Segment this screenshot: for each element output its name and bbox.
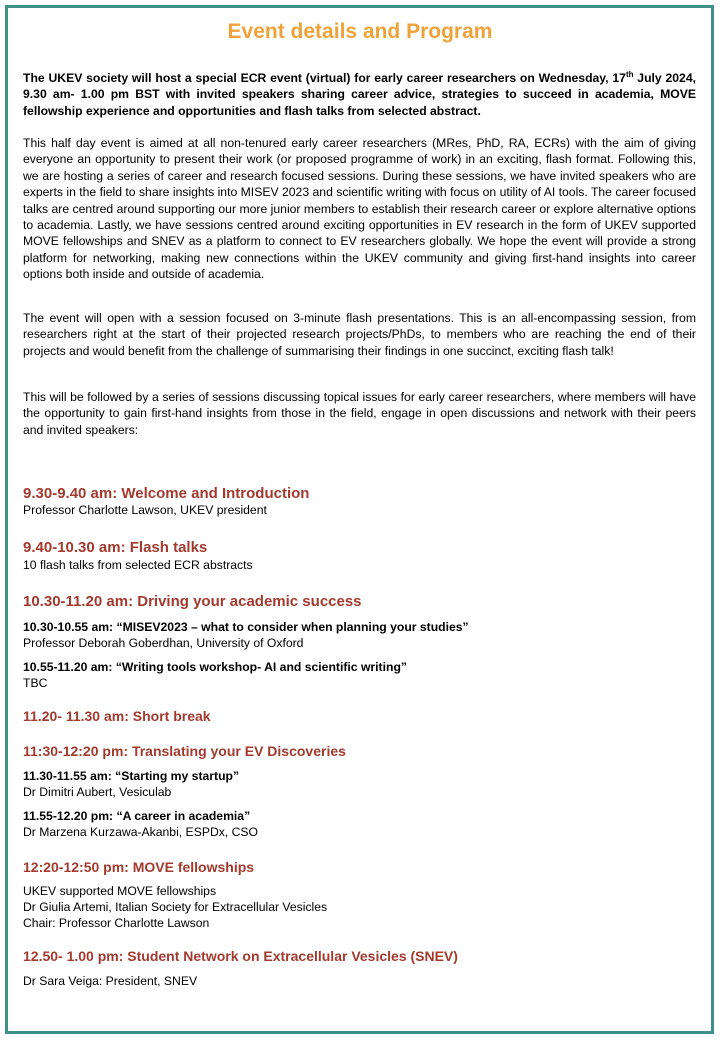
talk-writing-title: 10.55-11.20 am: “Writing tools workshop- AI and scientific writing” [23,660,407,674]
session-snev-heading: 12.50- 1.00 pm: Student Network on Extracellular Vesicles (SNEV) [23,948,458,964]
talk-career-title: 11.55-12.20 pm: “A career in academia” [23,809,251,823]
talk-startup-title: 11.30-11.55 am: “Starting my startup” [23,769,240,783]
intro-text-1: The UKEV society will host a special ECR event (virtual) for early career researchers on Wednesday, 17 [23,71,626,85]
page-title: Event details and Program [227,20,493,43]
followup-paragraph: This will be followed by a series of sessions discussing topical issues for early career researchers, where members will have the opportunity to gain first-hand insights from those in the field, engage in open discussions and network with their peers and invited speakers: [23,390,696,437]
intro-paragraph [23,70,696,119]
talk-writing-speaker: TBC [23,676,48,690]
move-line-2: Dr Giulia Artemi, Italian Society for Extracellular Vesicles [23,900,328,914]
talk-career-speaker: Dr Marzena Kurzawa-Akanbi, ESPDx, CSO [23,825,259,839]
move-line-1: UKEV supported MOVE fellowships [23,884,217,898]
session-move-heading: 12:20-12:50 pm: MOVE fellowships [23,859,255,875]
session-welcome-heading: 9.30-9.40 am: Welcome and Introduction [23,485,310,502]
session-break-heading: 11.20- 11.30 am: Short break [23,708,211,724]
flash-paragraph: The event will open with a session focused on 3-minute flash presentations. This is an all-encompassing session, from researchers right at the start of their projected research projects/PhDs, to members who are reaching the end of their projects and would benefit from the challenge of summarising their findings in one succinct, exciting flash talk! [23,311,696,358]
intro-sup: th [625,69,634,79]
talk-misev-speaker: Professor Deborah Goberdhan, University of Oxford [23,636,304,650]
move-line-3: Chair: Professor Charlotte Lawson [23,916,210,930]
session-welcome-speaker: Professor Charlotte Lawson, UKEV president [23,503,267,517]
talk-misev-title: 10.30-10.55 am: “MISEV2023 – what to consider when planning your studies” [23,620,469,634]
description-paragraph: This half day event is aimed at all non-tenured early career researchers (MRes, PhD, RA, ECRs) with the aim of giving everyone an opportunity to present their work (or proposed programme of work) in an exciting, flash format. Following this, we are hosting a series of career and research focused sessions. During these sessions, we have invited speakers who are experts in the field to share insights into MISEV 2023 and scientific writing with focus on utility of AI tools. The career focused talks are centred around supporting our more junior members to establish their research career or explore alternative options to academia. Lastly, we have sessions centred around exciting opportunities in EV research in the form of UKEV supported MOVE fellowships and SNEV as a platform to connect to EV researchers globally. We hope the event will provide a strong platform for networking, making new connections within the UKEV community and giving first-hand insights into career options both inside and outside of academia. [23,136,696,282]
session-translating-heading: 11:30-12:20 pm: Translating your EV Discoveries [23,743,346,759]
intro-text-2: July 2024, 9.30 am- 1.00 pm BST with invited speakers sharing career advice, strategies to succeed in academia, MOVE fellowship experience and opportunities and flash talks from selected abstract. [23,71,696,118]
talk-startup-speaker: Dr Dimitri Aubert, Vesiculab [23,785,172,799]
session-snev-speaker: Dr Sara Veiga: President, SNEV [23,974,198,988]
session-academic-heading: 10.30-11.20 am: Driving your academic success [23,593,362,610]
session-flash-speaker: 10 flash talks from selected ECR abstracts [23,558,253,572]
session-flash-heading: 9.40-10.30 am: Flash talks [23,539,208,556]
